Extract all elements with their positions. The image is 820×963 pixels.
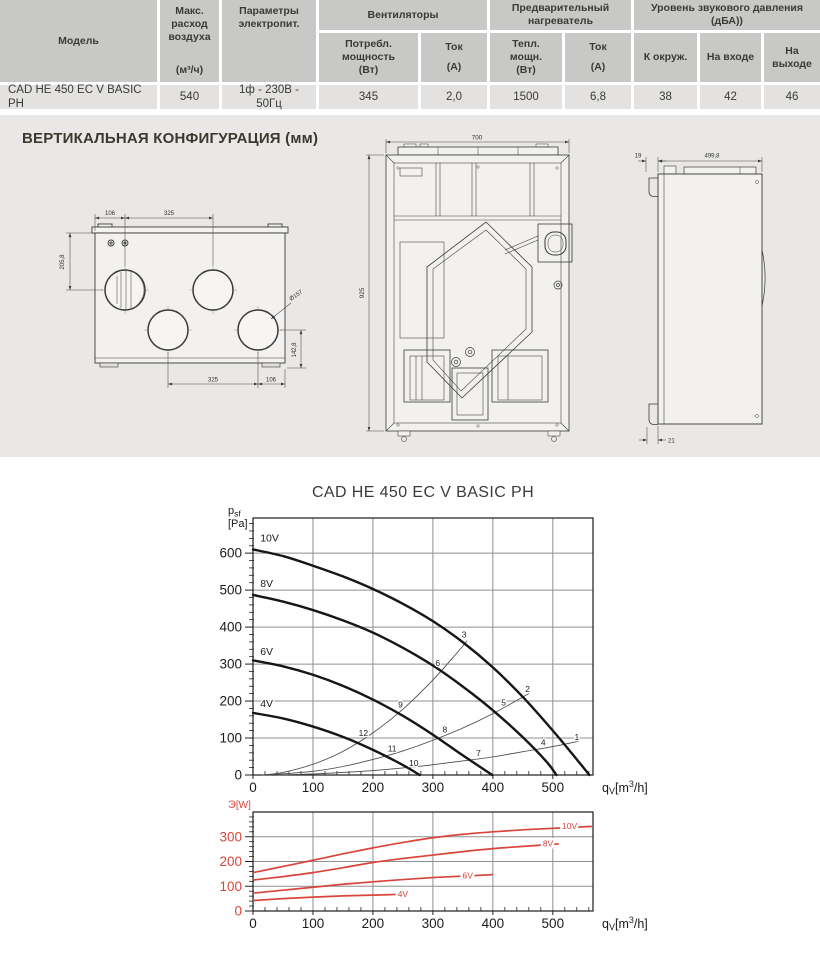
y-tick-label: 200: [219, 693, 242, 709]
curve-label-6V: 6V: [260, 645, 274, 658]
col-header-model: Модель: [0, 0, 157, 82]
operating-point-5: 5: [501, 697, 507, 708]
technical-drawings: [0, 115, 820, 457]
operating-point-1: 1: [574, 731, 580, 742]
y-tick-label: 300: [219, 829, 242, 845]
operating-point-4: 4: [540, 737, 546, 748]
y-tick-label: 600: [219, 545, 242, 561]
curve-label-4V: 4V: [397, 889, 409, 900]
y-tick-label: 200: [219, 854, 242, 869]
dim-106-bottom: 106: [265, 377, 277, 384]
value-preheater-power: 1500: [490, 85, 562, 109]
x-tick-label: 0: [249, 780, 257, 795]
handle-bulge: [762, 250, 765, 306]
fans-current-title: Ток: [445, 41, 463, 54]
value-sound-outlet: 46: [764, 85, 820, 109]
value-preheater-current: 6,8: [565, 85, 631, 109]
dim-width-700: 700: [471, 134, 483, 142]
x-axis-label: $qV[m^3/h]$: [602, 915, 648, 932]
chart-title: CAD HE 450 EC V BASIC PH: [311, 484, 535, 501]
operating-point-7: 7: [476, 747, 481, 758]
spec-table: [0, 0, 820, 109]
fans-current-unit: (А): [446, 61, 462, 73]
y-axis-unit: [Pa]: [228, 518, 248, 530]
dim-diameter: Ø157: [288, 289, 305, 303]
x-tick-label: 500: [541, 916, 565, 931]
group-header-fans: Вентиляторы: [319, 0, 487, 30]
col-header-sound-ambient: К окруж.: [634, 33, 697, 82]
wall-hook-bottom: [649, 404, 658, 425]
performance-charts: [0, 460, 820, 963]
group-header-preheater: Предварительный нагреватель: [490, 0, 631, 30]
dim-height-right: 142,8: [292, 342, 298, 358]
internal-view-drawing: [359, 135, 572, 442]
y-tick-label: 400: [219, 619, 242, 635]
col-header-fans-power: [319, 33, 418, 82]
dim-flange-19: 19: [634, 153, 642, 160]
value-airflow: 540: [160, 85, 219, 109]
dim-325-top: 325: [163, 211, 175, 217]
y-tick-label: 100: [219, 878, 242, 894]
value-sound-ambient: 38: [634, 85, 697, 109]
dim-325-bottom: 325: [207, 377, 219, 384]
preheater-current-unit: (А): [590, 61, 606, 73]
x-tick-label: 200: [361, 780, 385, 795]
fan-curve-10V: [253, 549, 589, 775]
y-tick-label: 100: [219, 730, 242, 746]
x-tick-label: 0: [249, 916, 257, 931]
x-tick-label: 500: [541, 780, 565, 795]
preheater-power-title: Тепл. мощн.: [509, 38, 543, 63]
group-header-sound: Уровень звукового давления (дБА)): [634, 0, 820, 30]
operating-point-11: 11: [387, 743, 397, 754]
operating-point-3: 3: [461, 629, 467, 640]
curve-label-4V: 4V: [260, 697, 274, 710]
x-tick-label: 200: [361, 916, 385, 931]
fans-power-unit: (Вт): [358, 64, 379, 77]
vertical-configuration-section: [0, 115, 820, 457]
dim-depth-499: 499,8: [704, 153, 720, 160]
operating-point-12: 12: [358, 727, 369, 738]
dim-106-top: 106: [104, 211, 116, 217]
col-header-preheater-current: [565, 33, 631, 82]
y-tick-label: 500: [219, 582, 242, 598]
col-header-sound-outlet: На выходе: [764, 33, 820, 82]
preheater-current-title: Ток: [589, 41, 607, 54]
curve-label-10V: 10V: [562, 821, 578, 832]
col-header-preheater-power: [490, 33, 562, 82]
front-view-drawing: [60, 211, 306, 388]
value-power-params: 1ф - 230В - 50Гц: [222, 85, 316, 109]
side-view-drawing: [635, 154, 765, 445]
preheater-power-unit: (Вт): [516, 64, 536, 77]
y-axis-label: $p_{sf}$: [228, 505, 241, 519]
operating-point-6: 6: [435, 657, 441, 668]
fans-power-title: Потребл. мощность: [342, 38, 395, 63]
airflow-title: Макс. расход воздуха: [168, 5, 211, 43]
col-header-airflow: [160, 0, 219, 82]
power-curve-4V: [253, 894, 407, 900]
y-tick-label: 300: [219, 656, 242, 672]
power-params-title: Параметры электропит.: [238, 5, 300, 30]
wall-hook-top: [649, 178, 658, 197]
power-chart: [219, 799, 647, 932]
x-tick-label: 100: [301, 916, 325, 931]
dim-height-925: 925: [359, 287, 366, 299]
x-axis-label: $qV[m^3/h]$: [602, 779, 648, 796]
power-curve-10V: [253, 826, 592, 872]
curve-label-8V: 8V: [260, 578, 274, 591]
value-model: CAD HE 450 EC V BASIC PH: [0, 85, 157, 109]
curve-label-6V: 6V: [462, 870, 473, 881]
y-tick-label: 0: [234, 903, 242, 919]
section-title: ВЕРТИКАЛЬНАЯ КОНФИГУРАЦИЯ (мм): [22, 130, 319, 147]
x-tick-label: 300: [421, 780, 445, 795]
fan-curves-chart: [219, 484, 647, 796]
dim-bottom-21: 21: [668, 438, 675, 445]
dim-height-left: 205,8: [60, 254, 66, 270]
operating-point-8: 8: [442, 724, 448, 735]
operating-point-2: 2: [525, 684, 531, 695]
x-tick-label: 400: [481, 916, 505, 931]
x-tick-label: 300: [421, 916, 445, 931]
curve-label-10V: 10V: [260, 532, 279, 545]
y-axis-label: Э[W]: [228, 799, 251, 811]
col-header-power-params: [222, 0, 316, 82]
col-header-sound-inlet: На входе: [700, 33, 761, 82]
value-fans-power: 345: [319, 85, 418, 109]
col-header-fans-current: [421, 33, 487, 82]
y-tick-label: 0: [234, 767, 242, 783]
x-tick-label: 400: [481, 780, 505, 795]
airflow-unit: (м³/ч): [175, 64, 204, 77]
x-tick-label: 100: [301, 780, 325, 795]
curve-label-8V: 8V: [542, 838, 554, 849]
value-sound-inlet: 42: [700, 85, 761, 109]
operating-point-10: 10: [408, 757, 419, 768]
operating-point-9: 9: [398, 699, 403, 710]
value-fans-current: 2,0: [421, 85, 487, 109]
